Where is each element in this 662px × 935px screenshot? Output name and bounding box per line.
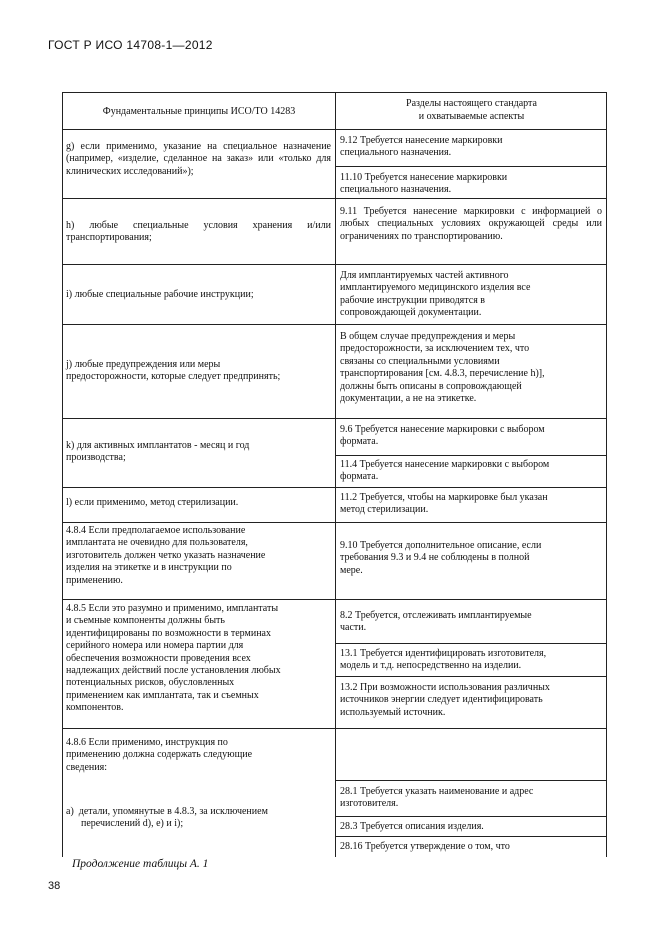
row-divider — [62, 418, 607, 419]
section-13-2: 13.2 При возможности использования различных источников энергии следует идентифицировать используемый источник. — [340, 682, 550, 718]
principle-4-8-4: 4.8.4 Если предполагаемое использование имплантата не очевидно для пользователя, изготовитель должен четко указать назначение изделия на этикетке и в инструкции по применению. — [66, 525, 266, 586]
section-warnings: В общем случае предупреждения и меры предосторожности, за исключением тех, что связаны со специальными условиями транспортирования [см. 4.8.3, перечисление h)], должны быть описаны в сопровождающей документации, а не на этикетке. — [340, 331, 545, 405]
page-number: 38 — [48, 880, 61, 892]
right-cell-divider — [336, 816, 607, 817]
right-cell-divider — [336, 166, 607, 167]
section-working-instructions: Для имплантируемых частей активного имплантируемого медицинского изделия все рабочие инструкции приводятся в сопровождающей документации. — [340, 270, 531, 319]
principle-k: k) для активных имплантатов - месяц и год производства; — [66, 440, 250, 464]
section-9-12: 9.12 Требуется нанесение маркировки специального назначения. — [340, 135, 503, 159]
row-divider — [62, 522, 607, 523]
row-divider — [62, 198, 607, 199]
right-cell-divider — [336, 455, 607, 456]
document-header: ГОСТ Р ИСО 14708-1—2012 — [48, 38, 213, 52]
table-continuation-note: Продолжение таблицы А. 1 — [72, 858, 209, 870]
section-28-16: 28.16 Требуется утверждение о том, что — [340, 841, 510, 852]
section-11-4: 11.4 Требуется нанесение маркировки с выбором формата. — [340, 459, 550, 483]
principle-4-8-5: 4.8.5 Если это разумно и применимо, имплантаты и съемные компоненты должны быть идентифицированы по возможности в терминах серийного номера или номера партии для обеспечения возможности проведения всех надлежащих действий после установления любых потенциальных рисков, обусловленных применением как имплантата, так и съемных компонентов. — [66, 603, 281, 714]
section-11-10: 11.10 Требуется нанесение маркировки специального назначения. — [340, 172, 508, 196]
row-divider — [62, 324, 607, 325]
principle-h: h) любые специальные условия хранения и/или транспортирования; — [66, 220, 331, 244]
principle-4-8-6: 4.8.6 Если применимо, инструкция по применению должна содержать следующие сведения: — [66, 737, 253, 773]
right-cell-divider — [336, 676, 607, 677]
section-11-2: 11.2 Требуется, чтобы на маркировке был указан метод стерилизации. — [340, 492, 548, 516]
right-cell-divider — [336, 836, 607, 837]
right-cell-divider — [336, 780, 607, 781]
column-divider — [335, 92, 336, 857]
principle-g: g) если применимо, указание на специальное назначение (например, «изделие, сделанное на заказ» или «только для клинических исследований»); — [66, 141, 331, 177]
row-divider — [62, 599, 607, 600]
section-9-11: 9.11 Требуется нанесение маркировки с информацией о любых специальных условиях окружающей среды или ограничениях по транспортированию. — [340, 206, 602, 242]
section-9-10: 9.10 Требуется дополнительное описание, если требования 9.3 и 9.4 не соблюдены в полной мере. — [340, 540, 542, 576]
section-8-2: 8.2 Требуется, отслеживать имплантируемые части. — [340, 610, 532, 634]
column-header-principles: Фундаментальные принципы ИСО/ТО 14283 — [102, 106, 296, 117]
principle-l: l) если применимо, метод стерилизации. — [66, 497, 239, 508]
row-divider — [62, 264, 607, 265]
principle-j: j) любые предупреждения или меры предосторожности, которые следует предпринять; — [66, 359, 281, 383]
principle-a: а) детали, упомянутые в 4.8.3, за исключением перечислений d), е) и i); — [66, 806, 268, 830]
principle-i: i) любые специальные рабочие инструкции; — [66, 289, 254, 300]
column-header-sections: Разделы настоящего стандарта и охватываемые аспекты — [406, 98, 537, 122]
section-28-3: 28.3 Требуется описания изделия. — [340, 821, 484, 832]
section-9-6: 9.6 Требуется нанесение маркировки с выбором формата. — [340, 424, 545, 448]
right-cell-divider — [336, 643, 607, 644]
section-28-1: 28.1 Требуется указать наименование и адрес изготовителя. — [340, 786, 534, 810]
row-divider — [62, 129, 607, 130]
row-divider — [62, 728, 607, 729]
section-13-1: 13.1 Требуется идентифицировать изготовителя, модель и т.д. непосредственно на изделии. — [340, 648, 547, 672]
row-divider — [62, 487, 607, 488]
